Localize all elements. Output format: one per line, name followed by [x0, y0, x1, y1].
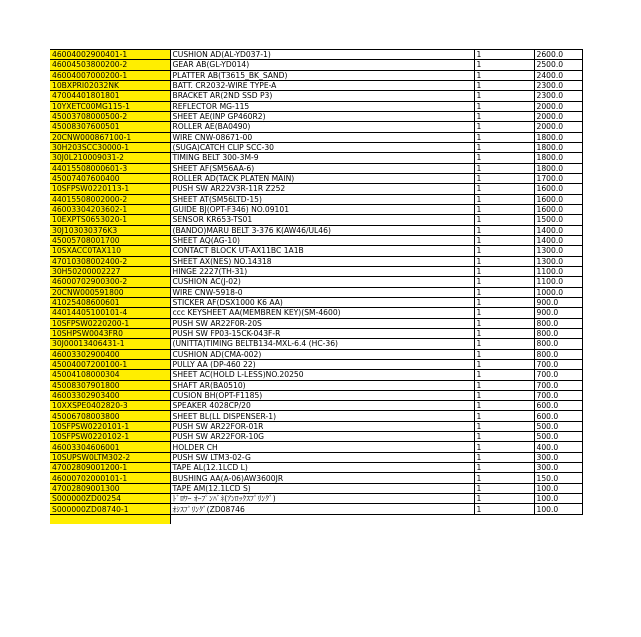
- description-cell[interactable]: SHAFT AR(BA0510): [170, 380, 474, 390]
- price-cell[interactable]: 800.0: [534, 349, 582, 359]
- description-cell[interactable]: PUSH SW AR22F0R-20S: [170, 318, 474, 328]
- price-cell: [534, 514, 582, 524]
- part-code-cell[interactable]: 20CNW000867100-1: [50, 132, 170, 142]
- quantity-cell[interactable]: 1: [474, 225, 534, 235]
- quantity-cell[interactable]: 1: [474, 339, 534, 349]
- table-row: [50, 349, 582, 359]
- part-code-cell[interactable]: 41025408600601: [50, 297, 170, 307]
- table-row: [50, 153, 582, 163]
- part-code-cell[interactable]: 10EXPTS0653020-1: [50, 215, 170, 225]
- price-cell[interactable]: 1100.0: [534, 266, 582, 276]
- description-cell[interactable]: PUSH SW AR22V3R-11R Z252: [170, 184, 474, 194]
- table-row: [50, 339, 582, 349]
- price-cell[interactable]: 2400.0: [534, 70, 582, 80]
- part-code-cell[interactable]: 46000702900300-2: [50, 277, 170, 287]
- table-row: [50, 494, 582, 504]
- price-cell[interactable]: 2500.0: [534, 60, 582, 70]
- price-cell[interactable]: 800.0: [534, 328, 582, 338]
- part-code-cell[interactable]: 10SFPSW0220113-1: [50, 184, 170, 194]
- part-code-cell[interactable]: 46003304203602-1: [50, 204, 170, 214]
- price-cell[interactable]: 900.0: [534, 297, 582, 307]
- table-row: [50, 235, 582, 245]
- description-cell[interactable]: ROLLER AD(TACK PLATEN MAIN): [170, 173, 474, 183]
- description-cell[interactable]: CONTACT BLOCK UT-AX11BC 1A1B: [170, 246, 474, 256]
- quantity-cell[interactable]: 1: [474, 266, 534, 276]
- price-cell[interactable]: 1800.0: [534, 142, 582, 152]
- description-cell[interactable]: WIRE CNW-5918-0: [170, 287, 474, 297]
- price-cell[interactable]: 2300.0: [534, 91, 582, 101]
- price-cell[interactable]: 2600.0: [534, 50, 582, 60]
- spreadsheet: [50, 49, 583, 524]
- table-row: [50, 215, 582, 225]
- quantity-cell[interactable]: 1: [474, 80, 534, 90]
- price-cell[interactable]: 300.0: [534, 463, 582, 473]
- price-cell[interactable]: 700.0: [534, 390, 582, 400]
- price-cell[interactable]: 600.0: [534, 411, 582, 421]
- part-code-cell[interactable]: 10XXSPE0402820-3: [50, 401, 170, 411]
- part-code-cell[interactable]: 47002809001300: [50, 483, 170, 493]
- quantity-cell[interactable]: 1: [474, 184, 534, 194]
- price-cell[interactable]: 500.0: [534, 432, 582, 442]
- price-cell[interactable]: 800.0: [534, 318, 582, 328]
- price-cell[interactable]: 2000.0: [534, 101, 582, 111]
- quantity-cell[interactable]: 1: [474, 163, 534, 173]
- description-cell[interactable]: TAPE AL(12.1LCD L): [170, 463, 474, 473]
- table-row: [50, 328, 582, 338]
- quantity-cell[interactable]: 1: [474, 308, 534, 318]
- quantity-cell[interactable]: 1: [474, 432, 534, 442]
- price-cell[interactable]: 2000.0: [534, 111, 582, 121]
- quantity-cell[interactable]: 1: [474, 153, 534, 163]
- price-cell[interactable]: 400.0: [534, 442, 582, 452]
- part-code-cell[interactable]: 30J00013406431-1: [50, 339, 170, 349]
- description-cell[interactable]: BRACKET AR(2ND SSD P3): [170, 91, 474, 101]
- parts-table: [50, 49, 583, 524]
- part-code-cell[interactable]: 47002809001200-1: [50, 463, 170, 473]
- part-code-cell[interactable]: 30H50200002227: [50, 266, 170, 276]
- price-cell[interactable]: 1300.0: [534, 256, 582, 266]
- price-cell[interactable]: 1300.0: [534, 246, 582, 256]
- table-row: [50, 111, 582, 121]
- quantity-cell[interactable]: 1: [474, 142, 534, 152]
- part-code-cell[interactable]: 45004108000304: [50, 370, 170, 380]
- description-cell[interactable]: ccc KEYSHEET AA(MEMBREN KEY)(SM-4600): [170, 308, 474, 318]
- quantity-cell[interactable]: 1: [474, 173, 534, 183]
- description-cell[interactable]: BUSHING AA(A-06)AW3600JR: [170, 473, 474, 483]
- table-row: [50, 50, 582, 60]
- table-row: [50, 463, 582, 473]
- quantity-cell[interactable]: 1: [474, 91, 534, 101]
- parts-table-body: [50, 50, 582, 525]
- table-row: [50, 442, 582, 452]
- quantity-cell[interactable]: 1: [474, 246, 534, 256]
- part-code-cell[interactable]: 46000702000101-1: [50, 473, 170, 483]
- table-row: [50, 297, 582, 307]
- description-cell[interactable]: ROLLER AE(BA0490): [170, 122, 474, 132]
- quantity-cell[interactable]: 1: [474, 442, 534, 452]
- price-cell[interactable]: 600.0: [534, 401, 582, 411]
- part-code-cell[interactable]: 46003304606001: [50, 442, 170, 452]
- description-cell[interactable]: WIRE CNW-08671-00: [170, 132, 474, 142]
- table-row: [50, 359, 582, 369]
- part-code-cell[interactable]: 10SFPSW0220200-1: [50, 318, 170, 328]
- quantity-cell[interactable]: 1: [474, 463, 534, 473]
- description-cell[interactable]: CUSION BH(OPT-F1185): [170, 390, 474, 400]
- part-code-cell[interactable]: 44014405100101-4: [50, 308, 170, 318]
- part-code-cell[interactable]: 44015508002000-2: [50, 194, 170, 204]
- quantity-cell[interactable]: 1: [474, 473, 534, 483]
- description-cell[interactable]: GUIDE BJ(OPT-F346) NO.09101: [170, 204, 474, 214]
- part-code-cell[interactable]: S000000ZD08740-1: [50, 504, 170, 514]
- description-cell[interactable]: SHEET AE(INP GP460R2): [170, 111, 474, 121]
- table-row: [50, 70, 582, 80]
- description-cell[interactable]: SHEET AQ(AG-10): [170, 235, 474, 245]
- quantity-cell[interactable]: 1: [474, 101, 534, 111]
- quantity-cell[interactable]: 1: [474, 421, 534, 431]
- quantity-cell[interactable]: 1: [474, 318, 534, 328]
- table-row: [50, 421, 582, 431]
- price-cell[interactable]: 1000.0: [534, 287, 582, 297]
- part-code-cell[interactable]: 10SHPSW0043FR0: [50, 328, 170, 338]
- table-row: [50, 142, 582, 152]
- description-cell[interactable]: SENSOR KR653-TS01: [170, 215, 474, 225]
- description-cell[interactable]: PUSH SW FP03-15CK-043F-R: [170, 328, 474, 338]
- part-code-cell[interactable]: 45005708001700: [50, 235, 170, 245]
- description-cell[interactable]: TAPE AM(12.1LCD S): [170, 483, 474, 493]
- part-code-cell[interactable]: 10SUPSW0LTM302-2: [50, 452, 170, 462]
- description-cell[interactable]: GEAR AB(GL-YD014): [170, 60, 474, 70]
- table-row: [50, 401, 582, 411]
- price-cell[interactable]: 800.0: [534, 339, 582, 349]
- quantity-cell[interactable]: 1: [474, 380, 534, 390]
- price-cell[interactable]: 500.0: [534, 421, 582, 431]
- table-row: [50, 163, 582, 173]
- price-cell[interactable]: 1800.0: [534, 153, 582, 163]
- table-row: [50, 277, 582, 287]
- price-cell[interactable]: 2300.0: [534, 80, 582, 90]
- description-cell: [170, 514, 474, 524]
- part-code-cell[interactable]: 47010308002400-2: [50, 256, 170, 266]
- table-row: [50, 194, 582, 204]
- part-code-cell[interactable]: [50, 514, 170, 524]
- table-row: [50, 483, 582, 493]
- description-cell[interactable]: HINGE 2227(TH-31): [170, 266, 474, 276]
- description-cell[interactable]: PLATTER AB(T3615_BK_SAND): [170, 70, 474, 80]
- part-code-cell[interactable]: 10SFPSW0220101-1: [50, 421, 170, 431]
- table-row: [50, 380, 582, 390]
- part-code-cell[interactable]: 10SXACC0TAX110: [50, 246, 170, 256]
- price-cell[interactable]: 1600.0: [534, 204, 582, 214]
- table-row: [50, 80, 582, 90]
- price-cell[interactable]: 1700.0: [534, 173, 582, 183]
- description-cell[interactable]: SPEAKER 4028CP/20: [170, 401, 474, 411]
- table-row: [50, 173, 582, 183]
- part-code-cell[interactable]: 30H203SCC30000-1: [50, 142, 170, 152]
- part-code-cell[interactable]: 45008307600501: [50, 122, 170, 132]
- part-code-cell[interactable]: 30J0L210009031-2: [50, 153, 170, 163]
- table-row: [50, 256, 582, 266]
- quantity-cell[interactable]: 1: [474, 401, 534, 411]
- description-cell[interactable]: CUSHION AD(CMA-002): [170, 349, 474, 359]
- part-code-cell[interactable]: 45008307901800: [50, 380, 170, 390]
- description-cell[interactable]: ｵｼｽﾌﾟﾘﾝｸﾞ(ZD08746: [170, 504, 474, 514]
- description-cell[interactable]: STICKER AF(DSX1000 K6 AA): [170, 297, 474, 307]
- price-cell[interactable]: 150.0: [534, 473, 582, 483]
- price-cell[interactable]: 1600.0: [534, 184, 582, 194]
- quantity-cell[interactable]: 1: [474, 194, 534, 204]
- price-cell[interactable]: 700.0: [534, 370, 582, 380]
- part-code-cell[interactable]: 46004007000200-1: [50, 70, 170, 80]
- table-row: [50, 266, 582, 276]
- table-row: [50, 122, 582, 132]
- description-cell[interactable]: SHEET AT(SM56LTD-15): [170, 194, 474, 204]
- table-row: [50, 390, 582, 400]
- quantity-cell[interactable]: 1: [474, 70, 534, 80]
- description-cell[interactable]: (BANDO)MARU BELT 3-376 K(AW46/UL46): [170, 225, 474, 235]
- price-cell[interactable]: 2000.0: [534, 122, 582, 132]
- table-row: [50, 452, 582, 462]
- table-row: [50, 432, 582, 442]
- price-cell[interactable]: 900.0: [534, 308, 582, 318]
- quantity-cell[interactable]: 1: [474, 349, 534, 359]
- quantity-cell[interactable]: 1: [474, 494, 534, 504]
- description-cell[interactable]: PULLY AA (DP-460 22): [170, 359, 474, 369]
- price-cell[interactable]: 100.0: [534, 504, 582, 514]
- quantity-cell[interactable]: 1: [474, 287, 534, 297]
- quantity-cell[interactable]: 1: [474, 215, 534, 225]
- table-row: [50, 184, 582, 194]
- price-cell[interactable]: 700.0: [534, 359, 582, 369]
- table-row: [50, 287, 582, 297]
- table-row: [50, 101, 582, 111]
- table-row: [50, 60, 582, 70]
- description-cell[interactable]: CUSHION AC(J-02): [170, 277, 474, 287]
- price-cell[interactable]: 700.0: [534, 380, 582, 390]
- description-cell[interactable]: CUSHION AD(AL-YD037-1): [170, 50, 474, 60]
- description-cell[interactable]: SHEET AF(SM56AA-6): [170, 163, 474, 173]
- description-cell[interactable]: HOLDER CH: [170, 442, 474, 452]
- part-code-cell[interactable]: 10SFPSW0220102-1: [50, 432, 170, 442]
- description-cell[interactable]: SHEET BL(LL DISPENSER-1): [170, 411, 474, 421]
- quantity-cell[interactable]: 1: [474, 359, 534, 369]
- quantity-cell[interactable]: 1: [474, 370, 534, 380]
- price-cell[interactable]: 100.0: [534, 494, 582, 504]
- description-cell[interactable]: SHEET AX(NES) NO.14318: [170, 256, 474, 266]
- part-code-cell[interactable]: 45006708003800: [50, 411, 170, 421]
- description-cell[interactable]: REFLECTOR MG-115: [170, 101, 474, 111]
- quantity-cell[interactable]: 1: [474, 390, 534, 400]
- part-code-cell[interactable]: 30J103030376K3: [50, 225, 170, 235]
- table-row: [50, 246, 582, 256]
- part-code-cell[interactable]: 45007407600400: [50, 173, 170, 183]
- part-code-cell[interactable]: 44015508000601-3: [50, 163, 170, 173]
- price-cell[interactable]: 100.0: [534, 483, 582, 493]
- description-cell[interactable]: (SUGA)CATCH CLIP SCC-30: [170, 142, 474, 152]
- part-code-cell[interactable]: 10YXETC00MG115-1: [50, 101, 170, 111]
- quantity-cell[interactable]: 1: [474, 277, 534, 287]
- description-cell[interactable]: PUSH SW LTM3-02-G: [170, 452, 474, 462]
- quantity-cell[interactable]: 1: [474, 328, 534, 338]
- quantity-cell[interactable]: 1: [474, 111, 534, 121]
- table-row: [50, 91, 582, 101]
- quantity-cell: [474, 514, 534, 524]
- quantity-cell[interactable]: 1: [474, 504, 534, 514]
- price-cell[interactable]: 1500.0: [534, 215, 582, 225]
- price-cell[interactable]: 1800.0: [534, 163, 582, 173]
- price-cell[interactable]: 1800.0: [534, 132, 582, 142]
- table-row: [50, 473, 582, 483]
- quantity-cell[interactable]: 1: [474, 297, 534, 307]
- price-cell[interactable]: 1400.0: [534, 225, 582, 235]
- quantity-cell[interactable]: 1: [474, 235, 534, 245]
- description-cell[interactable]: ﾄﾞﾛﾜｰ ｵｰﾌﾟﾝﾊﾞﾈ(ｱﾝﾛｯｸｽﾌﾟﾘﾝｸﾞ): [170, 494, 474, 504]
- description-cell[interactable]: PUSH SW AR22FOR-10G: [170, 432, 474, 442]
- part-code-cell[interactable]: S000000ZD00254: [50, 494, 170, 504]
- description-cell[interactable]: (UNITTA)TIMING BELTB134-MXL-6.4 (HC-36): [170, 339, 474, 349]
- table-row: [50, 504, 582, 514]
- table-row: [50, 318, 582, 328]
- table-row: [50, 204, 582, 214]
- part-code-cell[interactable]: 46004503800200-2: [50, 60, 170, 70]
- quantity-cell[interactable]: 1: [474, 204, 534, 214]
- description-cell[interactable]: PUSH SW AR22FOR-01R: [170, 421, 474, 431]
- quantity-cell[interactable]: 1: [474, 483, 534, 493]
- table-row: [50, 225, 582, 235]
- part-code-cell[interactable]: 47004401801801: [50, 91, 170, 101]
- part-code-cell[interactable]: 46003302903400: [50, 390, 170, 400]
- part-code-cell[interactable]: 20CNW000591800: [50, 287, 170, 297]
- quantity-cell[interactable]: 1: [474, 452, 534, 462]
- description-cell[interactable]: TIMING BELT 300-3M-9: [170, 153, 474, 163]
- part-code-cell[interactable]: 45004007200100-1: [50, 359, 170, 369]
- part-code-cell[interactable]: 10BXPRI02032NK: [50, 80, 170, 90]
- quantity-cell[interactable]: 1: [474, 256, 534, 266]
- quantity-cell[interactable]: 1: [474, 132, 534, 142]
- quantity-cell[interactable]: 1: [474, 411, 534, 421]
- table-row: [50, 370, 582, 380]
- part-code-cell[interactable]: 45003708000500-2: [50, 111, 170, 121]
- quantity-cell[interactable]: 1: [474, 50, 534, 60]
- table-row: [50, 308, 582, 318]
- description-cell[interactable]: BATT. CR2032-WIRE TYPE-A: [170, 80, 474, 90]
- table-row-empty: [50, 514, 582, 524]
- description-cell[interactable]: SHEET AC(HOLD L-LESS)NO.20250: [170, 370, 474, 380]
- price-cell[interactable]: 300.0: [534, 452, 582, 462]
- price-cell[interactable]: 1100.0: [534, 277, 582, 287]
- price-cell[interactable]: 1600.0: [534, 194, 582, 204]
- part-code-cell[interactable]: 46004002900401-1: [50, 50, 170, 60]
- quantity-cell[interactable]: 1: [474, 60, 534, 70]
- quantity-cell[interactable]: 1: [474, 122, 534, 132]
- table-row: [50, 132, 582, 142]
- part-code-cell[interactable]: 46003302900400: [50, 349, 170, 359]
- table-row: [50, 411, 582, 421]
- price-cell[interactable]: 1400.0: [534, 235, 582, 245]
